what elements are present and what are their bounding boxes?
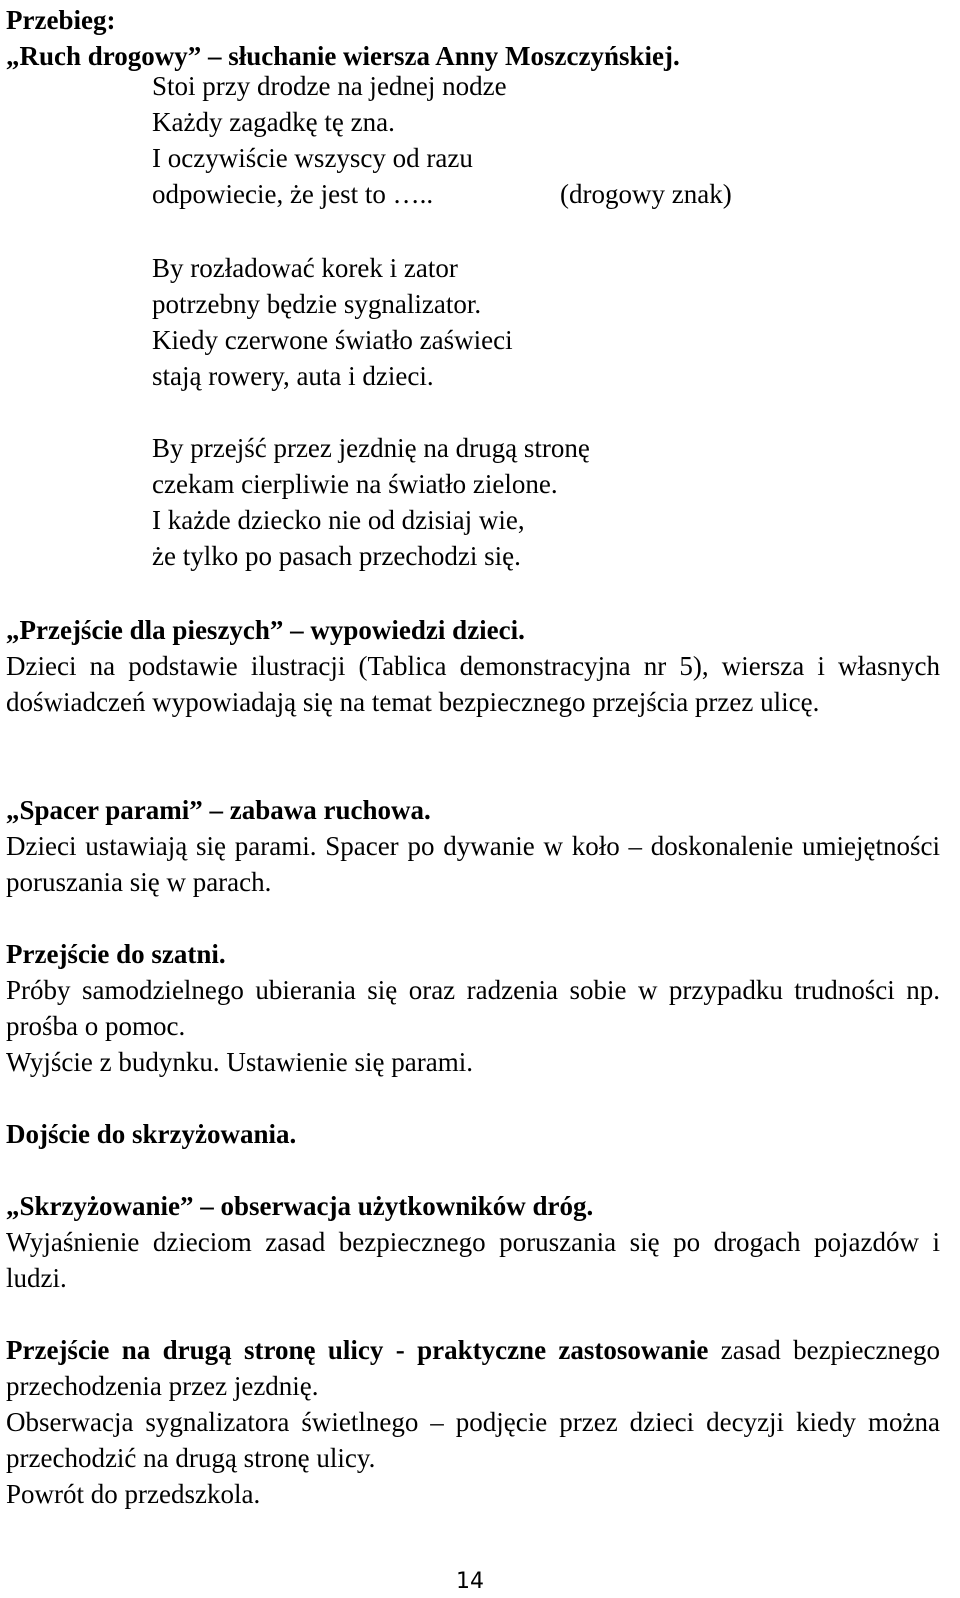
poem-line: stają rowery, auta i dzieci. [152, 361, 434, 391]
document-title: Przebieg: [6, 5, 116, 35]
cloakroom-heading: Przejście do szatni. [6, 939, 226, 969]
poem-line: Stoi przy drodze na jednej nodze [152, 71, 507, 101]
poem-line: I każde dziecko nie od dzisiaj wie, [152, 505, 525, 535]
poem-line: że tylko po pasach przechodzi się. [152, 541, 521, 571]
poem-line: Kiedy czerwone światło zaświeci [152, 325, 513, 355]
poem-stanza-3 [152, 430, 590, 574]
practice-intro [6, 1332, 940, 1404]
intersection-arrival-section [6, 1116, 940, 1152]
crossing-text: Dzieci na podstawie ilustracji (Tablica demonstracyjna nr 5), wiersza i własnych doświadczeń wypowiadają się na temat bezpiecznego przejścia przez ulicę. [6, 651, 940, 717]
practice-heading: Przejście na drugą stronę ulicy - praktyczne zastosowanie [6, 1335, 709, 1365]
intersection-heading: „Skrzyżowanie” – obserwacja użytkowników dróg. [6, 1191, 594, 1221]
cloakroom-section [6, 936, 940, 1080]
poem-line: By rozładować korek i zator [152, 253, 458, 283]
poem-stanza-1 [152, 68, 507, 212]
practice-heading-rest: zasad bezpiecznego przechodzenia przez jezdnię. [6, 1335, 940, 1401]
walk-heading: „Spacer parami” – zabawa ruchowa. [6, 795, 431, 825]
poem-line: Każdy zagadkę tę zna. [152, 107, 395, 137]
intersection-text: Wyjaśnienie dzieciom zasad bezpiecznego poruszania się po drogach pojazdów i ludzi. [6, 1227, 940, 1293]
poem-line: odpowiecie, że jest to ….. [152, 179, 434, 209]
practice-text-2: Powrót do przedszkola. [6, 1479, 261, 1509]
page-number: 14 [456, 1569, 484, 1594]
poem-line: czekam cierpliwie na światło zielone. [152, 469, 558, 499]
riddle-answer: (drogowy znak) [560, 179, 732, 209]
walk-section [6, 792, 940, 900]
crossing-section [6, 612, 940, 720]
intersection-section [6, 1188, 940, 1296]
poem-stanza-2 [152, 250, 513, 394]
cloakroom-text-2: Wyjście z budynku. Ustawienie się parami. [6, 1047, 473, 1077]
intersection-arrival-heading: Dojście do skrzyżowania. [6, 1119, 297, 1149]
poem-line: potrzebny będzie sygnalizator. [152, 289, 482, 319]
poem-line: I oczywiście wszyscy od razu [152, 143, 473, 173]
cloakroom-text: Próby samodzielnego ubierania się oraz radzenia sobie w przypadku trudności np. prośba o pomoc. [6, 975, 940, 1041]
walk-text: Dzieci ustawiają się parami. Spacer po dywanie w koło – doskonalenie umiejętności poruszania się w parach. [6, 831, 940, 897]
practice-section [6, 1332, 940, 1512]
crossing-heading: „Przejście dla pieszych” – wypowiedzi dzieci. [6, 615, 525, 645]
poem-line: By przejść przez jezdnię na drugą stronę [152, 433, 590, 463]
practice-text: Obserwacja sygnalizatora świetlnego – podjęcie przez dzieci decyzji kiedy można przechodzić na drugą stronę ulicy. [6, 1407, 940, 1473]
poem-section-heading: „Ruch drogowy” – słuchanie wiersza Anny Moszczyńskiej. [6, 41, 680, 71]
